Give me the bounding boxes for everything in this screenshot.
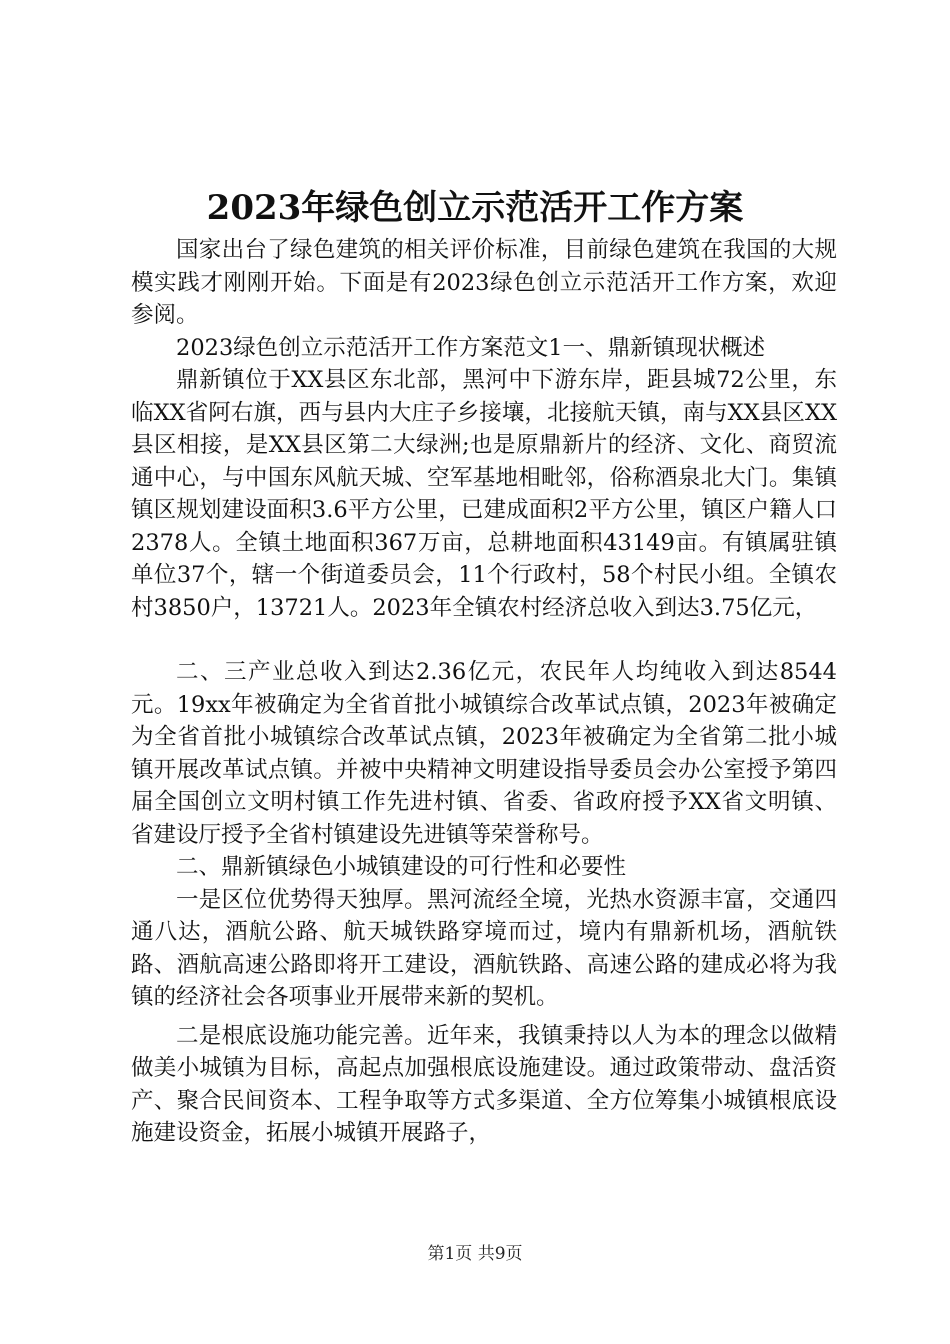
paragraph-location-advantage: 一是区位优势得天独厚。黑河流经全境，光热水资源丰富，交通四通八达，酒航公路、航天城铁路穿境而过，境内有鼎新机场，酒航铁路、酒航高速公路即将开工建设，酒航铁路、高速公路的建成必将为我镇的经济社会各项事业开展带来新的契机。 xyxy=(131,886,837,1010)
paragraph-intro: 国家出台了绿色建筑的相关评价标准，目前绿色建筑在我国的大规模实践才刚刚开始。下面是有2023绿色创立示范活开工作方案，欢迎参阅。 xyxy=(131,237,837,328)
paragraph-infrastructure: 二是根底设施功能完善。近年来，我镇秉持以人为本的理念以做精做美小城镇为目标，高起点加强根底设施建设。通过政策带动、盘活资产、聚合民间资本、工程争取等方式多渠道、全方位筹集小城镇根底设施建设资金，拓展小城镇开展路子， xyxy=(131,1022,837,1146)
document-body xyxy=(131,234,837,1150)
paragraph-town-honors: 二、三产业总收入到达2.36亿元，农民年人均纯收入到达8544元。19xx年被确定为全省首批小城镇综合改革试点镇，2023年被确定为全省首批小城镇综合改革试点镇，2023年被确定为全省第二批小城镇开展改革试点镇。并被中央精神文明建设指导委员会办公室授予第四届全国创立文明村镇工作先进村镇、省委、省政府授予XX省文明镇、省建设厅授予全省村镇建设先进镇等荣誉称号。 xyxy=(131,659,837,848)
document-title: 2023年绿色创立示范活开工作方案 xyxy=(206,188,744,228)
paragraph-feasibility-heading: 二、鼎新镇绿色小城镇建设的可行性和必要性 xyxy=(176,854,627,880)
paragraph-section-heading: 2023绿色创立示范活开工作方案范文1一、鼎新镇现状概述 xyxy=(176,334,766,361)
page-footer: 第1页 共9页 xyxy=(427,1244,523,1264)
paragraph-town-overview: 鼎新镇位于XX县区东北部，黑河中下游东岸，距县城72公里，东临XX省阿右旗，西与县内大庄子乡接壤，北接航天镇，南与XX县区XX县区相接，是XX县区第二大绿洲;也是原鼎新片的经济、文化、商贸流通中心，与中国东风航天城、空军基地相毗邻，俗称酒泉北大门。集镇镇区规划建设面积3.6平方公里，已建成面积2平方公里，镇区户籍人口2378人。全镇土地面积367万亩，总耕地面积43149亩。有镇属驻镇单位37个，辖一个街道委员会，11个行政村，58个村民小组。全镇农村3850户，13721人。2023年全镇农村经济总收入到达3.75亿元， xyxy=(131,367,837,621)
